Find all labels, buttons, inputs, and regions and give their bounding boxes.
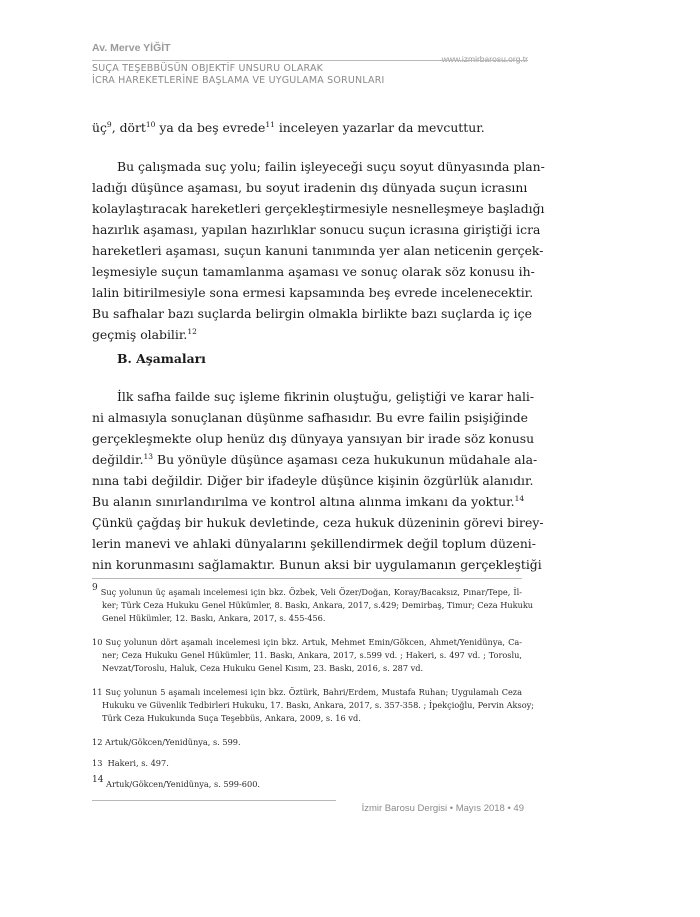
paragraph-line: ni almasıyla sonuçlanan düşünme safhasıdır. Bu evre failin psişiğinde (92, 410, 528, 425)
footnote-ref-9[interactable]: 9 (106, 120, 112, 129)
header-divider (92, 60, 528, 61)
footnote-number: 12 (92, 737, 103, 747)
paragraph-line: geçmiş olabilir.$^{12}$ (92, 327, 197, 342)
paragraph-line: kolaylaştıracak hareketleri gerçekleştirmesiyle nesnelleşmeye başladığı (92, 201, 545, 216)
footnote-9: $^9$ Suç yolunun üç aşamalı incelemesi için bkz. Özbek, Veli Özer/Doğan, Koray/Bacaksız, Pınar/Tepe, İl- ker; Türk Ceza Hukuku Genel Hükümler, 8. Baskı, Ankara, 2017, s.429; Demirbaş, Timur; Ceza Hukuku Genel Hükümler, 12. Baskı, Ankara, 2017, s. 455-456. (92, 583, 534, 623)
paragraph-line: Bu safhalar bazı suçlarda belirgin olmakla birlikte bazı suçlarda iç içe (92, 306, 532, 321)
article-subtitle-line2: İCRA HAREKETLERİNE BAŞLAMA VE UYGULAMA SORUNLARI (92, 75, 385, 86)
footnote-number: 13 (92, 758, 103, 768)
footnote-12: 12 Artuk/Gökcen/Yenidünya, s. 599. (92, 737, 241, 747)
website-link[interactable]: www.izmirbarosu.org.tr (441, 54, 528, 64)
footnote-number: 10 (92, 637, 103, 647)
footnote-divider (92, 578, 522, 579)
footnote-10: 10 Suç yolunun dört aşamalı incelemesi için bkz. Artuk, Mehmet Emin/Gökcen, Ahmet/Yenidünya, Ca- ner; Ceza Hukuku Genel Hükümler, 11. Baskı, Ankara, 2017, s.599 vd. ; Hakeri, s. 497 vd. ; Toroslu, Nevzat/Toroslu, Haluk, Ceza Hukuku Genel Kısım, 23. Baskı, 2016, s. 287 vd. (92, 637, 522, 673)
footnote-ref-13[interactable]: 13 (143, 452, 154, 461)
footnote-number: 14 (92, 775, 104, 785)
footnote-number: 9 (92, 583, 98, 593)
paragraph-line: Çünkü çağdaş bir hukuk devletinde, ceza hukuk düzeninin görevi birey- (92, 515, 544, 530)
paragraph-asamalar (92, 386, 544, 575)
paragraph-line: lalin bitirilmesiyle sona ermesi kapsamında beş evrede incelenecektir. (92, 285, 534, 300)
paragraph-line: nına tabi değildir. Diğer bir ifadeyle düşünce kişinin özgürlük alanıdır. (92, 473, 534, 488)
paragraph-line: Bu çalışmada suç yolu; failin işleyeceği suçu soyut dünyasında plan- (117, 159, 545, 174)
footnote-ref-12[interactable]: 12 (187, 327, 197, 336)
paragraph-line: İlk safha failde suç işleme fikrinin oluştuğu, geliştiği ve karar hali- (117, 389, 535, 404)
paragraph-line: nin korunmasını sağlamaktır. Bunun aksi bir uygulamanın gerçekleştiği (92, 557, 542, 572)
section-heading: B. Aşamaları (117, 351, 206, 366)
author-name: Av. Merve YİĞİT (92, 42, 171, 54)
article-subtitle-line1: SUÇA TEŞEBBÜSÜN OBJEKTİF UNSURU OLARAK (92, 63, 324, 74)
paragraph-line: hazırlık aşaması, yapılan hazırlıklar sonucu suçun icrasına giriştiği icra (92, 222, 541, 237)
page-footer: İzmir Barosu Dergisi • Mayıs 2018 • 49 (361, 803, 524, 814)
paragraph-line: hareketleri aşaması, suçun kanuni tanımında yer alan neticenin gerçek- (92, 243, 544, 258)
paragraph-line: ladığı düşünce aşaması, bu soyut iradenin dış dünyada suçun icrasını (92, 180, 528, 195)
footer-divider (92, 800, 336, 801)
footnote-ref-11[interactable]: 11 (265, 120, 275, 129)
footnote-number: 11 (92, 687, 103, 697)
paragraph-line: leşmesiyle suçun tamamlanma aşaması ve sonuç olarak söz konusu ih- (92, 264, 535, 279)
paragraph-line: değildir.$^{13}$ Bu yönüyle düşünce aşaması ceza hukukunun müdahale ala- (92, 452, 538, 467)
footnote-ref-14[interactable]: 14 (514, 494, 525, 503)
paragraph-line: gerçekleşmekte olup henüz dış dünyaya yansıyan bir irade söz konusu (92, 431, 535, 446)
paragraph-line: lerin manevi ve ahlaki dünyalarını şekillendirmek değil toplum düzeni- (92, 536, 536, 551)
footnote-11: 11 Suç yolunun 5 aşamalı incelemesi için bkz. Öztürk, Bahri/Erdem, Mustafa Ruhan; Uygulamalı Ceza Hukuku ve Güvenlik Tedbirleri Hukuku, 17. Baskı, Ankara, 2017, s. 357-358. ; İpekçioğlu, Pervin Aksoy; Türk Ceza Hukukunda Suça Teşebbüs, Ankara, 2009, s. 16 vd. (92, 687, 535, 723)
paragraph-line: Bu alanın sınırlandırılma ve kontrol altına alınma imkanı da yoktur.$^{14}$ (92, 494, 525, 509)
paragraph-suc-yolu (92, 156, 545, 345)
footnote-13: 13 Hakeri, s. 497. (92, 758, 169, 768)
running-header (92, 40, 528, 100)
footnote-ref-10[interactable]: 10 (145, 120, 156, 129)
intro-sentence: $üç^9$, dört$^{10}$ ya da beş evrede$^{11}$ inceleyen yazarlar da mevcuttur. (92, 120, 485, 135)
footnote-14: $^{14}$ Artuk/Gökcen/Yenidünya, s. 599-600. (92, 775, 261, 789)
